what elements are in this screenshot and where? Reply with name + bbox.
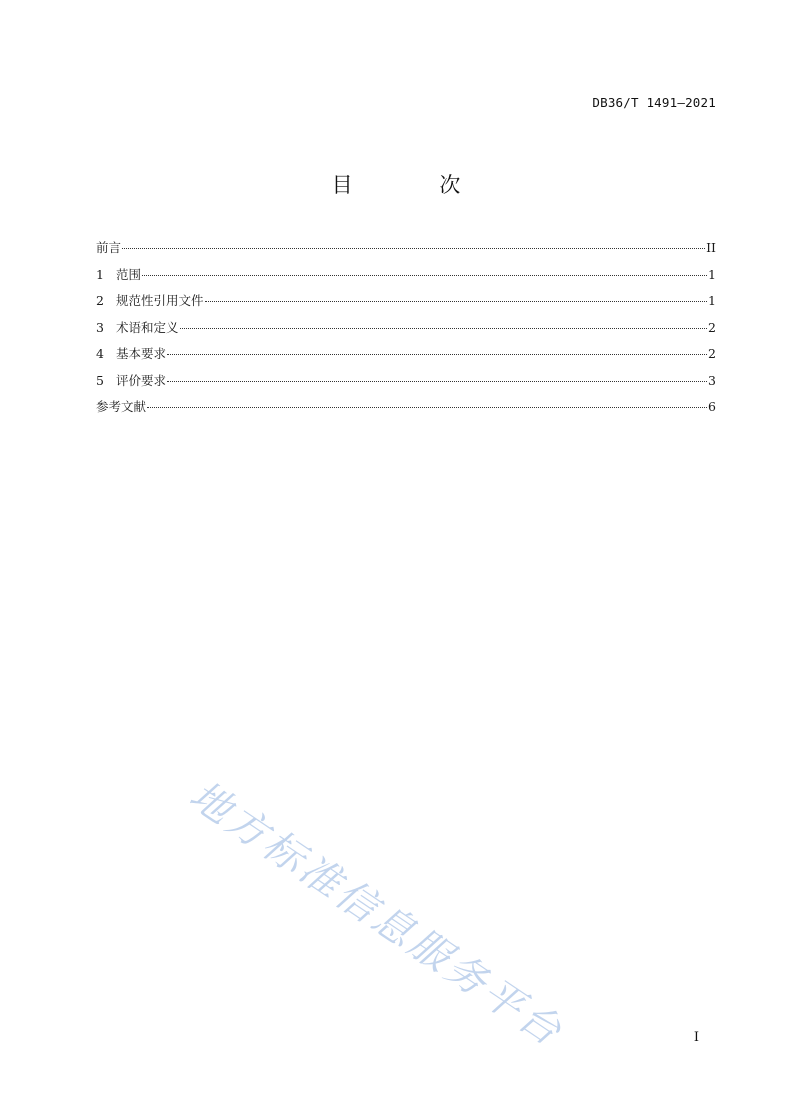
toc-leader-dots <box>167 354 707 355</box>
toc-entry-label: 术语和定义 <box>116 319 179 335</box>
toc-entry-scope[interactable] <box>96 267 716 294</box>
toc-entry-label: 范围 <box>116 266 142 282</box>
toc-entry-number: 5 <box>96 372 104 388</box>
toc-entry-page: II <box>706 240 716 255</box>
toc-entry-page: 1 <box>708 293 716 308</box>
toc-leader-dots <box>142 275 707 276</box>
toc-entry-terms-definitions[interactable] <box>96 320 716 347</box>
toc-entry-page: 2 <box>708 346 716 361</box>
toc-entry-label: 评价要求 <box>116 372 167 388</box>
toc-entry-basic-requirements[interactable] <box>96 346 716 373</box>
toc-entry-page: 3 <box>708 372 716 388</box>
toc-leader-dots <box>205 301 708 302</box>
toc-entry-label: 规范性引用文件 <box>116 293 204 308</box>
toc-leader-dots <box>167 381 707 382</box>
toc-entry-normative-references[interactable] <box>96 293 716 320</box>
table-of-contents <box>96 240 716 426</box>
toc-entry-page: 6 <box>708 399 716 414</box>
toc-entry-label: 基本要求 <box>116 346 167 361</box>
toc-entry-number: 1 <box>96 266 104 282</box>
toc-entry-evaluation-requirements[interactable] <box>96 373 716 400</box>
toc-entry-number: 3 <box>96 319 104 335</box>
watermark: 地方标准信息服务平台 <box>181 772 572 1057</box>
toc-entry-number: 2 <box>96 293 104 308</box>
toc-leader-dots <box>180 328 708 329</box>
toc-entry-page: 2 <box>708 319 716 335</box>
toc-entry-bibliography[interactable] <box>96 399 716 426</box>
toc-entry-foreword[interactable] <box>96 240 716 267</box>
toc-leader-dots <box>122 248 705 249</box>
standard-code: DB36/T 1491—2021 <box>592 95 716 110</box>
page-number: I <box>693 1030 699 1045</box>
toc-entry-number: 4 <box>96 346 104 361</box>
toc-entry-page: 1 <box>708 266 716 282</box>
toc-entry-label: 参考文献 <box>96 399 147 414</box>
toc-leader-dots <box>147 407 707 408</box>
toc-title: 目 次 <box>331 173 501 197</box>
toc-entry-label: 前言 <box>96 240 122 255</box>
